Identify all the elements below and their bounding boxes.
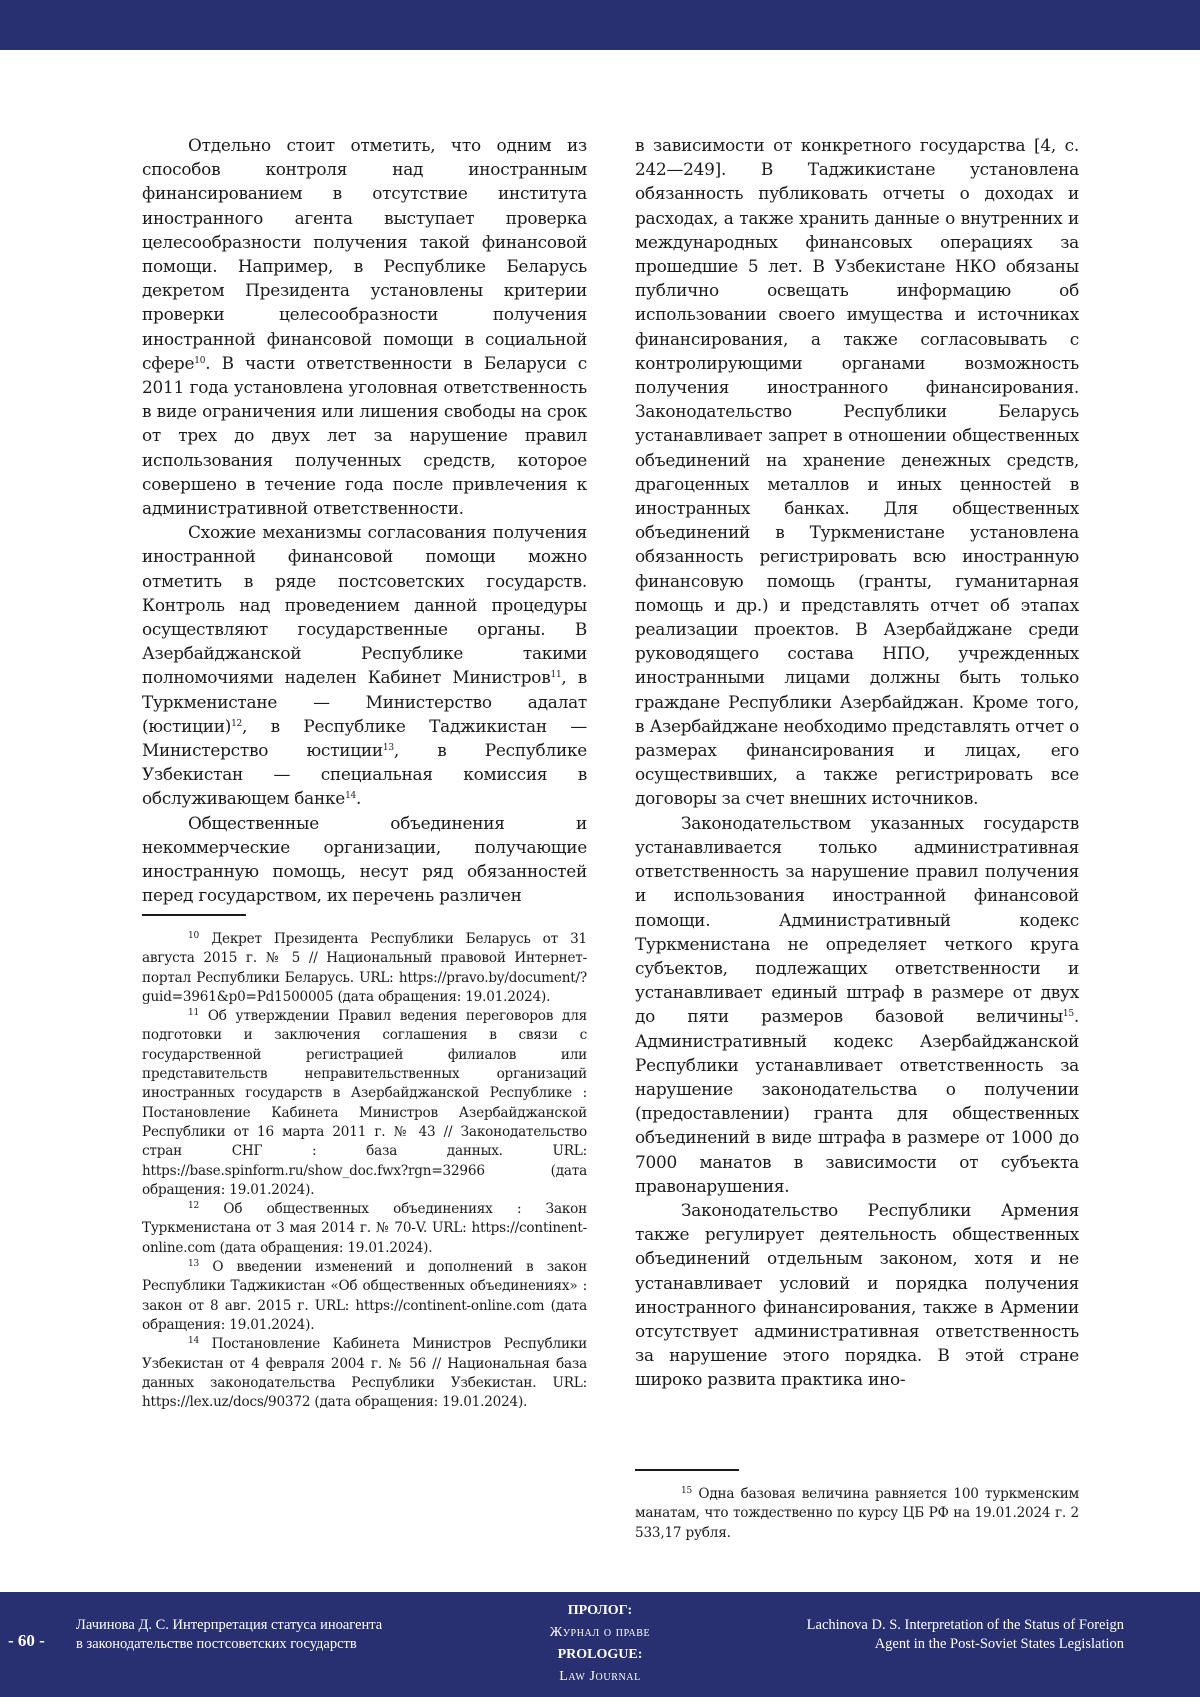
left-column (142, 133, 587, 1412)
page-number: - 60 - (8, 1631, 45, 1650)
right-body-text (635, 133, 1079, 1469)
footnote-divider (635, 1469, 739, 1471)
footnote: $^{10}$ Декрет Президента Республики Беларусь от 31 августа 2015 г. № 5 // Национальный правовой Интернет-портал Республики Беларусь. URL: https://pravo.by/document/?guid=3961&p0=Pd1500005 (дата обращения: 19.01.2024). (142, 931, 587, 1005)
footnote: $^{14}$ Постановление Кабинета Министров Республики Узбекистан от 4 февраля 2004 г. № 56 // Национальная база данных законодательства Республики Узбекистан. URL: https://lex.uz/docs/90372 (дата обращения: 19.01.2024). (142, 1336, 587, 1411)
footnote-ref[interactable]: 12 (231, 718, 243, 729)
paragraph: Законодательством указанных государств устанавливается только административная ответственность за нарушение правил получения и использования иностранной финансовой помощи. Административный кодекс Туркменистана не определяет четкого круга субъектов, подлежащих ответственности и устанавливает единый штраф в размере от двух до пяти размеров базовой величины$^{15}$. Административный кодекс Азербайджанской Республики устанавливает ответственность за нарушение законодательства о получении (предоставлении) гранта для общественных объединений в виде штрафа в размере от 1000 до 7000 манатов в зависимости от субъекта правонарушения. (635, 812, 1079, 1196)
footer-bar (0, 1592, 1200, 1697)
footnote-ref[interactable]: 13 (382, 743, 394, 754)
footnote-divider (142, 914, 246, 916)
paragraph: Законодательство Республики Армения также регулирует деятельность общественных объединений отдельным законом, хотя и не устанавливает условий и порядка получения иностранного финансирования, также в Армении отсутствует административная ответственность за нарушение этого порядка. В этой стране широко развита практика ино- (635, 1199, 1079, 1390)
footnote: $^{13}$ О введении изменений и дополнений в закон Республики Таджикистан «Об общественных объединениях» : закон от 8 авг. 2015 г. URL: https://continent-online.com (дата обращения: 19.01.2024). (142, 1259, 588, 1333)
footnotes-right (635, 1485, 1079, 1543)
journal-name: ПРОЛОГ: Журнал о праве PROLOGUE: Law Journal (549, 1603, 651, 1684)
right-column (635, 133, 1079, 1543)
footnote: $^{15}$ Одна базовая величина равняется 100 туркменским манатам, что тождественно по курсу ЦБ РФ на 19.01.2024 г. 2 533,17 рубля. (635, 1486, 1079, 1541)
footnote-ref[interactable]: 11 (550, 670, 562, 681)
paragraph: в зависимости от конкретного государства [4, с. 242—249]. В Таджикистане установлена обязанность публиковать отчеты о доходах и расходах, а также хранить данные о внутренних и международных финансовых операциях за прошедшие 5 лет. В Узбекистане НКО обязаны публично освещать информацию об использовании своего имущества и источниках финансирования, а также согласовывать с контролирующими органами возможность получения иностранного финансирования. Законодательство Республики Беларусь устанавливает запрет в отношении общественных объединений на хранение денежных средств, драгоценных металлов и иных ценностей в иностранных банках. Для общественных объединений в Туркменистане установлена обязанность регистрировать всю иностранную финансовую помощь (гранты, гуманитарная помощь и др.) и представлять отчет об этапах реализации проектов. В Азербайджане среди руководящего состава НПО, учрежденных иностранными лицами должны быть только граждане Республики Азербайджан. Кроме того, в Азербайджане необходимо представлять отчет о размерах финансирования и лицах, его осуществивших, а также регистрировать все договоры за счет внешних источников. (635, 135, 1079, 809)
paragraph: Схожие механизмы согласования получения иностранной финансовой помощи можно отметить в ряде постсоветских государств. Контроль над проведением данной процедуры осуществляют государственные органы. В Азербайджанской Республике такими полномочиями наделен Кабинет Министров$^{11}$, в Туркменистане — Министерство адалат (юстиции)$^{12}$, в Республике Таджикистан — Министерство юстиции$^{13}$, в Республике Узбекистан — специальная комиссия в обслуживающем банке$^{14}$. (142, 522, 588, 809)
footnotes-left (142, 930, 587, 1412)
paragraph: Общественные объединения и некоммерческие организации, получающие иностранную помощь, несут ряд обязанностей перед государством, их перечень различен (142, 812, 587, 906)
footer-author-title-ru: Лачинова Д. С. Интерпретация статуса иноагента в законодательстве постсоветских государств (76, 1617, 383, 1652)
paragraph: Отдельно стоит отметить, что одним из способов контроля над иностранным финансированием в отсутствие института иностранного агента выступает проверка целесообразности получения такой финансовой помощи. Например, в Республике Беларусь декретом Президента установлены критерии проверки целесообразности получения иностранной финансовой помощи в социальной сфере$^{10}$. В части ответственности в Беларуси с 2011 года установлена уголовная ответственность в виде ограничения или лишения свободы на срок от трех до двух лет за нарушение правил использования полученных средств, которое совершено в течение года после привлечения к административной ответственности. (142, 135, 587, 519)
header-bar (0, 0, 1200, 50)
footnote: $^{12}$ Об общественных объединениях : Закон Туркменистана от 3 мая 2014 г. № 70-V. URL: https://continent-online.com (дата обращения: 19.01.2024). (142, 1201, 587, 1256)
footnote-ref[interactable]: 15 (1062, 1009, 1074, 1020)
footnote-ref[interactable]: 14 (345, 791, 357, 802)
footnote: $^{11}$ Об утверждении Правил ведения переговоров для подготовки и заключения соглашения в связи с государственной регистрацией филиалов или представительств неправительственных организаций иностранных государств в Азербайджанской Республике : Постановление Кабинета Министров Азербайджанской Республики от 16 марта 2011 г. № 43 // Законодательство стран СНГ : база данных. URL: https://base.spinform.ru/show_doc.fwx?rgn=32966 (дата обращения: 19.01.2024). (142, 1008, 587, 1198)
footnote-ref[interactable]: 10 (194, 355, 206, 366)
left-body-text (142, 133, 587, 914)
footer-author-title-en: Lachinova D. S. Interpretation of the Status of Foreign Agent in the Post-Soviet States Legislation (806, 1617, 1124, 1652)
